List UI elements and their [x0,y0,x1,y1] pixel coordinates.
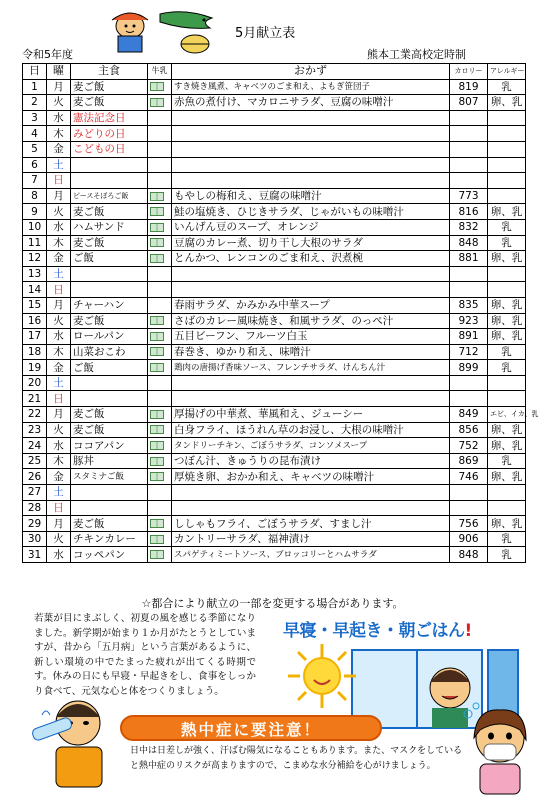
heat-warning-text: 日中は日差しが強く、汗ばむ陽気になることもあります。また、マスクをしていると熱中症のリスクが高まりますので、こまめな水分補給を心がけましょう。 [130,746,463,771]
dish-cell: もやしの梅和え、豆腐の味噌汁 [172,188,450,204]
weekday-cell: 土 [47,266,71,282]
allergy-cell: 乳 [488,531,526,547]
dish-cell [172,485,450,501]
dish-cell: ししゃもフライ、ごぼうサラダ、すまし汁 [172,516,450,532]
allergy-cell: 乳 [488,219,526,235]
calorie-cell [450,391,488,407]
staple-cell [71,485,148,501]
dish-cell [172,110,450,126]
calorie-cell [450,282,488,298]
table-row [23,485,526,501]
milk-cell [148,126,172,142]
dish-cell: スパゲティミートソース、ブロッコリーとハムサラダ [172,547,450,563]
day-cell: 22 [23,407,47,423]
boy-drinking-illustration [28,685,118,795]
day-cell: 19 [23,360,47,376]
day-cell: 15 [23,297,47,313]
day-cell: 2 [23,95,47,111]
milk-carton-icon [150,347,164,356]
allergy-cell [488,282,526,298]
table-row [23,547,526,563]
weekday-cell: 月 [47,407,71,423]
milk-cell [148,219,172,235]
weekday-cell: 月 [47,516,71,532]
milk-cell [148,266,172,282]
day-cell: 29 [23,516,47,532]
dish-cell: 厚揚げの中華煮、華風和え、ジューシー [172,407,450,423]
table-header-row [23,64,526,80]
weekday-cell: 火 [47,531,71,547]
weekday-cell: 金 [47,360,71,376]
calorie-cell [450,126,488,142]
milk-carton-icon [150,238,164,247]
calorie-cell: 832 [450,219,488,235]
calorie-cell [450,485,488,501]
allergy-cell: 卵、乳 [488,297,526,313]
milk-cell [148,438,172,454]
calorie-cell: 773 [450,188,488,204]
staple-cell [71,375,148,391]
weekday-cell: 土 [47,375,71,391]
day-cell: 30 [23,531,47,547]
weekday-cell: 日 [47,173,71,189]
calorie-cell [450,141,488,157]
allergy-cell: 卵、乳 [488,251,526,267]
calorie-cell: 835 [450,297,488,313]
milk-carton-icon [150,98,164,107]
allergy-cell [488,157,526,173]
milk-cell [148,329,172,345]
dish-cell: 鶏肉の唐揚げ香味ソース、フレンチサラダ、けんちん汁 [172,360,450,376]
header-day: 日 [23,64,47,80]
milk-cell [148,375,172,391]
milk-carton-icon [150,472,164,481]
page-title: 5月献立表 [235,26,296,41]
staple-cell: ハムサンド [71,219,148,235]
dish-cell: つぼん汁、きゅうりの昆布漬け [172,453,450,469]
calorie-cell [450,173,488,189]
calorie-cell: 712 [450,344,488,360]
milk-cell [148,469,172,485]
table-row [23,251,526,267]
milk-cell [148,95,172,111]
day-cell: 7 [23,173,47,189]
calorie-cell: 756 [450,516,488,532]
table-row [23,516,526,532]
day-cell: 11 [23,235,47,251]
staple-cell: こどもの日 [71,141,148,157]
dish-cell: カントリーサラダ、福神漬け [172,531,450,547]
dish-cell: 春巻き、ゆかり和え、味噌汁 [172,344,450,360]
milk-carton-icon [150,550,164,559]
table-row [23,173,526,189]
staple-cell [71,157,148,173]
weekday-cell: 月 [47,79,71,95]
staple-cell: コッペパン [71,547,148,563]
header-milk: 牛乳 [148,64,172,80]
day-cell: 26 [23,469,47,485]
table-row [23,329,526,345]
header-staple: 主食 [71,64,148,80]
weekday-cell: 木 [47,344,71,360]
dish-cell: 五目ビーフン、フルーツ白玉 [172,329,450,345]
dish-cell [172,375,450,391]
allergy-cell: 卵、乳 [488,422,526,438]
calorie-cell [450,266,488,282]
day-cell: 10 [23,219,47,235]
milk-carton-icon [150,223,164,232]
table-row [23,219,526,235]
calorie-cell: 746 [450,469,488,485]
dish-cell: タンドリーチキン、ごぼうサラダ、コンソメスープ [172,438,450,454]
milk-carton-icon [150,316,164,325]
milk-cell [148,297,172,313]
girl-mask-illustration [460,700,540,795]
calorie-cell: 899 [450,360,488,376]
allergy-cell: 乳 [488,344,526,360]
staple-cell: 憲法記念日 [71,110,148,126]
dish-cell [172,282,450,298]
table-row [23,141,526,157]
dish-cell: 白身フライ、ほうれん草のお浸し、大根の味噌汁 [172,422,450,438]
calorie-cell: 848 [450,235,488,251]
table-row [23,422,526,438]
table-row [23,266,526,282]
dish-cell: 赤魚の煮付け、マカロニサラダ、豆腐の味噌汁 [172,95,450,111]
staple-cell: ご飯 [71,251,148,267]
table-row [23,438,526,454]
dish-cell: 厚焼き卵、おかか和え、キャベツの味噌汁 [172,469,450,485]
milk-cell [148,391,172,407]
slogan-mark: ! [464,621,472,641]
calorie-cell: 856 [450,422,488,438]
table-row [23,375,526,391]
allergy-cell [488,126,526,142]
allergy-cell [488,110,526,126]
weekday-cell: 水 [47,329,71,345]
table-row [23,188,526,204]
weekday-cell: 日 [47,391,71,407]
header-calorie: カロリー [450,64,488,80]
milk-carton-icon [150,192,164,201]
weekday-cell: 木 [47,126,71,142]
allergy-cell: 乳 [488,453,526,469]
table-row [23,204,526,220]
calorie-cell: 906 [450,531,488,547]
weekday-cell: 水 [47,438,71,454]
day-cell: 28 [23,500,47,516]
milk-cell [148,157,172,173]
festival-illustration [100,6,230,56]
table-row [23,391,526,407]
allergy-cell: 卵、乳 [488,516,526,532]
dish-cell: 豆腐のカレー煮、切り干し大根のサラダ [172,235,450,251]
table-row [23,157,526,173]
header-dow: 曜 [47,64,71,80]
day-cell: 23 [23,422,47,438]
milk-cell [148,79,172,95]
calorie-cell [450,375,488,391]
table-row [23,531,526,547]
table-row [23,282,526,298]
staple-cell: 麦ご飯 [71,313,148,329]
dish-cell [172,141,450,157]
allergy-cell: 卵、乳 [488,95,526,111]
staple-cell [71,266,148,282]
allergy-cell [488,391,526,407]
milk-cell [148,360,172,376]
allergy-cell: 乳 [488,360,526,376]
allergy-cell [488,485,526,501]
weekday-cell: 火 [47,204,71,220]
allergy-cell [488,500,526,516]
milk-carton-icon [150,363,164,372]
allergy-cell [488,188,526,204]
dish-cell [172,126,450,142]
table-row [23,500,526,516]
milk-carton-icon [150,519,164,528]
weekday-cell: 土 [47,157,71,173]
dish-cell: とんかつ、レンコンのごま和え、沢煮椀 [172,251,450,267]
milk-cell [148,204,172,220]
dish-cell [172,173,450,189]
staple-cell: 麦ご飯 [71,407,148,423]
milk-carton-icon [150,410,164,419]
milk-carton-icon [150,207,164,216]
milk-cell [148,251,172,267]
day-cell: 27 [23,485,47,501]
day-cell: 31 [23,547,47,563]
day-cell: 20 [23,375,47,391]
milk-cell [148,344,172,360]
calorie-cell: 848 [450,547,488,563]
calorie-cell: 819 [450,79,488,95]
header-dish: おかず [172,64,450,80]
slogan [283,616,472,641]
weekday-cell: 火 [47,422,71,438]
milk-carton-icon [150,441,164,450]
calorie-cell: 869 [450,453,488,469]
staple-cell: ご飯 [71,360,148,376]
day-cell: 3 [23,110,47,126]
day-cell: 1 [23,79,47,95]
dish-cell [172,391,450,407]
weekday-cell: 金 [47,469,71,485]
dish-cell: すき焼き風煮、キャベツのごま和え、よもぎ笹団子 [172,79,450,95]
milk-cell [148,422,172,438]
allergy-cell: 卵、乳 [488,329,526,345]
milk-cell [148,453,172,469]
staple-cell [71,282,148,298]
calorie-cell [450,157,488,173]
weekday-cell: 水 [47,110,71,126]
school-year: 令和5年度 [22,48,73,61]
day-cell: 13 [23,266,47,282]
school-name: 熊本工業高校定時制 [367,48,466,61]
weekday-cell: 火 [47,313,71,329]
milk-cell [148,531,172,547]
milk-cell [148,188,172,204]
day-cell: 17 [23,329,47,345]
slogan-text: 早寝・早起き・朝ごはん [283,621,465,641]
staple-cell: 山菜おこわ [71,344,148,360]
header-allergy: アレルギー [488,64,526,80]
milk-cell [148,235,172,251]
allergy-cell: エビ、イカ、乳 [488,407,526,423]
allergy-cell: 卵、乳 [488,204,526,220]
staple-cell: チキンカレー [71,531,148,547]
staple-cell [71,391,148,407]
staple-cell: ピースそぼろご飯 [71,188,148,204]
day-cell: 14 [23,282,47,298]
milk-carton-icon [150,82,164,91]
staple-cell: チャーハン [71,297,148,313]
table-row [23,469,526,485]
day-cell: 24 [23,438,47,454]
weekday-cell: 水 [47,219,71,235]
allergy-cell: 乳 [488,547,526,563]
monthly-message: 若葉が目にまぶしく、初夏の風を感じる季節になりました。新学期が始まり１か月がたとうとしていますが、昔から「五月病」という言葉があるように、新しい環境の中でたまった疲れが出てくる時期です。休みの日にも早寝・早起きをし、食事をしっかり食べて、元気な心と体をつくりましょう。 [34,613,256,697]
change-notice: ☆都合により献立の一部を変更する場合があります。 [141,597,404,610]
calorie-cell: 752 [450,438,488,454]
day-cell: 4 [23,126,47,142]
weekday-cell: 日 [47,500,71,516]
table-row [23,453,526,469]
dish-cell [172,266,450,282]
calorie-cell [450,500,488,516]
allergy-cell: 卵、乳 [488,313,526,329]
milk-cell [148,110,172,126]
dish-cell [172,157,450,173]
table-row [23,360,526,376]
weekday-cell: 月 [47,297,71,313]
weekday-cell: 水 [47,547,71,563]
staple-cell: ココアパン [71,438,148,454]
calorie-cell: 891 [450,329,488,345]
milk-cell [148,407,172,423]
milk-cell [148,313,172,329]
calorie-cell: 923 [450,313,488,329]
table-row [23,110,526,126]
heat-warning-banner: 熱中症に要注意！ [120,715,382,741]
dish-cell: いんげん豆のスープ、オレンジ [172,219,450,235]
calorie-cell: 816 [450,204,488,220]
day-cell: 18 [23,344,47,360]
staple-cell: みどりの日 [71,126,148,142]
weekday-cell: 火 [47,95,71,111]
day-cell: 8 [23,188,47,204]
table-row [23,95,526,111]
dish-cell: 春雨サラダ、かみかみ中華スープ [172,297,450,313]
weekday-cell: 木 [47,453,71,469]
dish-cell [172,500,450,516]
milk-cell [148,282,172,298]
day-cell: 21 [23,391,47,407]
weekday-cell: 日 [47,282,71,298]
allergy-cell [488,173,526,189]
menu-table [22,63,539,563]
day-cell: 16 [23,313,47,329]
table-row [23,407,526,423]
staple-cell: 麦ご飯 [71,516,148,532]
milk-cell [148,500,172,516]
day-cell: 5 [23,141,47,157]
weekday-cell: 土 [47,485,71,501]
calorie-cell: 807 [450,95,488,111]
calorie-cell: 849 [450,407,488,423]
calorie-cell: 881 [450,251,488,267]
staple-cell: ロールパン [71,329,148,345]
table-row [23,79,526,95]
staple-cell [71,500,148,516]
allergy-cell: 乳 [488,235,526,251]
staple-cell: 麦ご飯 [71,422,148,438]
milk-carton-icon [150,535,164,544]
allergy-cell [488,375,526,391]
staple-cell: 麦ご飯 [71,95,148,111]
staple-cell: スタミナご飯 [71,469,148,485]
milk-cell [148,516,172,532]
staple-cell: 麦ご飯 [71,235,148,251]
milk-cell [148,173,172,189]
table-row [23,126,526,142]
day-cell: 6 [23,157,47,173]
day-cell: 9 [23,204,47,220]
milk-carton-icon [150,457,164,466]
staple-cell [71,173,148,189]
allergy-cell: 卵、乳 [488,469,526,485]
milk-carton-icon [150,254,164,263]
weekday-cell: 金 [47,141,71,157]
weekday-cell: 月 [47,188,71,204]
weekday-cell: 木 [47,235,71,251]
staple-cell: 麦ご飯 [71,204,148,220]
table-row [23,313,526,329]
day-cell: 25 [23,453,47,469]
staple-cell: 豚丼 [71,453,148,469]
table-row [23,297,526,313]
allergy-cell [488,266,526,282]
table-row [23,235,526,251]
milk-carton-icon [150,425,164,434]
milk-carton-icon [150,332,164,341]
allergy-cell: 乳 [488,79,526,95]
table-row [23,344,526,360]
milk-cell [148,485,172,501]
allergy-cell: 卵、乳 [488,438,526,454]
staple-cell: 麦ご飯 [71,79,148,95]
weekday-cell: 金 [47,251,71,267]
milk-cell [148,547,172,563]
day-cell: 12 [23,251,47,267]
calorie-cell [450,110,488,126]
dish-cell: 鮭の塩焼き、ひじきサラダ、じゃがいもの味噌汁 [172,204,450,220]
allergy-cell [488,141,526,157]
milk-cell [148,141,172,157]
dish-cell: さばのカレー風味焼き、和風サラダ、のっぺ汁 [172,313,450,329]
